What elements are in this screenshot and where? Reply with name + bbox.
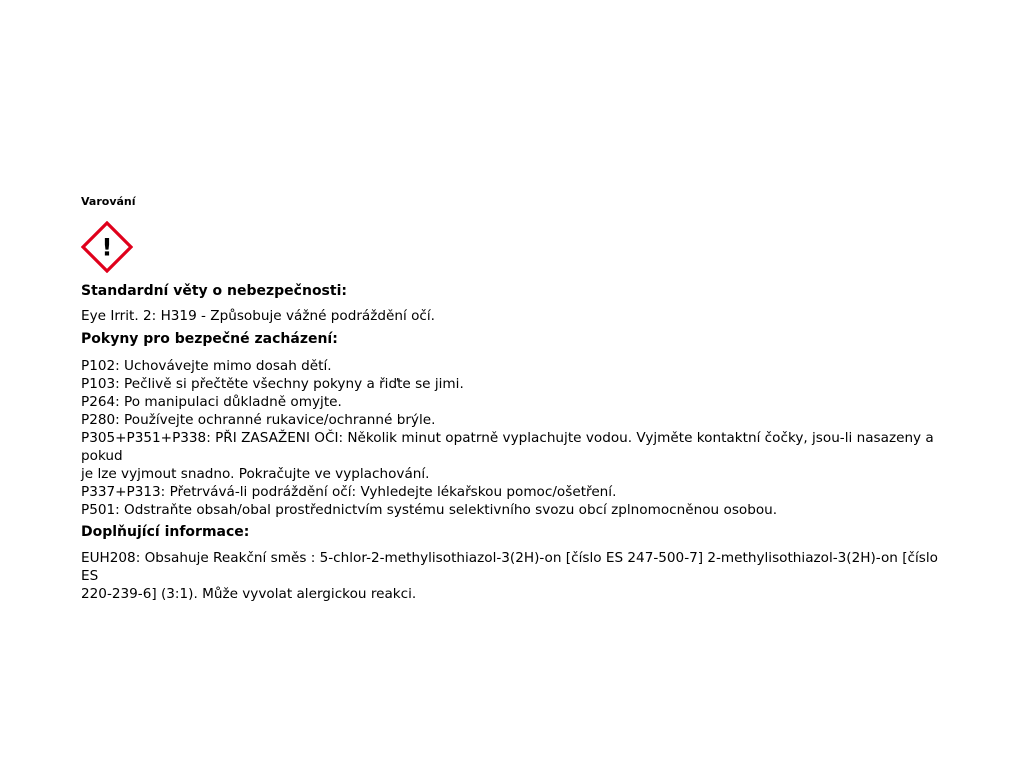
safety-label — [81, 194, 951, 603]
precautionary-statement-p102: P102: Uchovávejte mimo dosah dětí. — [81, 358, 332, 374]
precautionary-statement-p264: P264: Po manipulaci důkladně omyjte. — [81, 394, 342, 410]
supplementary-info-heading: Doplňující informace: — [81, 524, 250, 540]
hazard-statements-heading: Standardní věty o nebezpečnosti: — [81, 283, 347, 299]
supplementary-info-line: 220-239-6] (3:1). Může vyvolat alergickou reakci. — [81, 586, 417, 602]
supplementary-info-line: EUH208: Obsahuje Reakční směs : 5-chlor-2-methylisothiazol-3(2H)-on [číslo ES 247-500-7] 2-methylisothiazol-3(2H)-on [číslo ES — [81, 550, 938, 584]
exclamation-mark-icon — [81, 221, 133, 273]
signal-word: Varování — [81, 195, 136, 208]
hazard-statements-list — [81, 307, 951, 325]
precautionary-statement-p501: P501: Odstraňte obsah/obal prostřednictvím systému selektivního svozu obcí zplnomocněnou osobou. — [81, 502, 778, 518]
hazard-statement: Eye Irrit. 2: H319 - Způsobuje vážné podráždění očí. — [81, 308, 435, 324]
precautionary-statements-list — [81, 357, 951, 519]
svg-text:!: ! — [101, 233, 113, 262]
precautionary-statement-p280: P280: Používejte ochranné rukavice/ochranné brýle. — [81, 412, 436, 428]
supplementary-info-text — [81, 549, 951, 603]
precautionary-statements-heading: Pokyny pro bezpečné zacházení: — [81, 331, 338, 347]
precautionary-statement-p305-line-2: je lze vyjmout snadno. Pokračujte ve vyplachování. — [81, 466, 430, 482]
precautionary-statement-p305-line-1: P305+P351+P338: PŘI ZASAŽENI OČI: Několik minut opatrně vyplachujte vodou. Vyjměte kontaktní čočky, jsou-li nasazeny a pokud — [81, 430, 934, 464]
precautionary-statement-p103: P103: Pečlivě si přečtěte všechny pokyny a řiďte se jimi. — [81, 376, 464, 392]
precautionary-statement-p337: P337+P313: Přetrvává-li podráždění očí: Vyhledejte lékařskou pomoc/ošetření. — [81, 484, 617, 500]
